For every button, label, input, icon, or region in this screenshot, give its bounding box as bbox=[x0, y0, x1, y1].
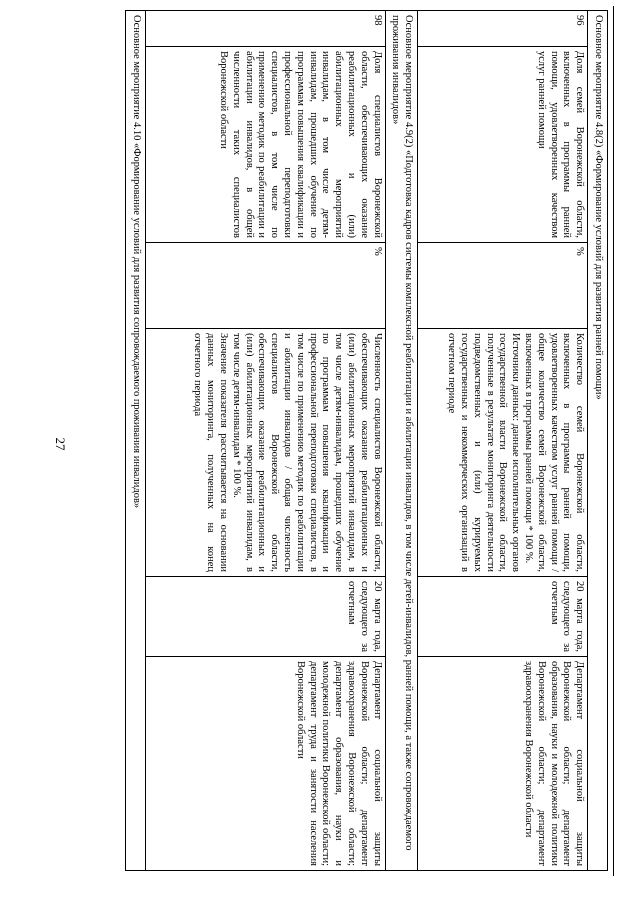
indicator-name: Доля семей Воронежской области, включенных в программы ранней помощи, удовлетворенных качеством услуг ранней помощи bbox=[418, 47, 588, 243]
deadline-cell: 20 марта года, следующего за отчетным bbox=[418, 577, 588, 657]
calculation-method: Количество семей Воронежской области, включенных в программы ранней помощи, удовлетворенных качеством услуг ранней помощи / общее количество семей Воронежской области, включенных в программы ранней помощи * 100 %. Источники данных: данные исполнительных органов государственной власти Воронежской области, полученные в результате мониторинга деятельности подведомственных и (или) курируемых государственных и некоммерческих организаций в отчетном периоде bbox=[418, 329, 588, 577]
deadline-cell: 20 марта года, следующего за отчетным bbox=[145, 577, 385, 657]
table-row bbox=[145, 11, 385, 871]
section-heading: Основное мероприятие 4.8(2) «Формирование условий для развития ранней помощи» bbox=[588, 11, 608, 871]
section-heading: Основное мероприятие 4.9(2) «Подготовка кадров системы комплексной реабилитации и абилитации инвалидов, в том числе детей-инвалидов, ранней помощи, а также сопровождаемого проживания инвалидов» bbox=[385, 11, 418, 871]
responsible-cell: Департамент социальной защиты Воронежской области; департамент образования, науки и молодежной политики Воронежской области; департамент здравоохранения Воронежской области bbox=[418, 657, 588, 871]
section-heading: Основное мероприятие 4.10 «Формирование условий для развития сопровождаемого проживания инвалидов» bbox=[125, 11, 145, 871]
table-row bbox=[418, 11, 588, 871]
row-number: 98 bbox=[145, 11, 385, 47]
section-row bbox=[385, 11, 418, 871]
indicators-table bbox=[125, 10, 608, 871]
responsible-cell: Департамент социальной защиты Воронежской области; департамент здравоохранения Воронежской области; департамент образования, науки и молодежной политики Воронежской области; департамент труда и занятости населения Воронежской области bbox=[145, 657, 385, 871]
calculation-method: Численность специалистов Воронежской области, обеспечивающих оказание реабилитационных и (или) абилитационных мероприятий инвалидам, в том числе детям-инвалидам, прошедших обучение по программам повышения квалификации и профессиональной переподготовки специалистов, в том числе по применению методик по реабилитации и абилитации инвалидов / общая численность специалистов Воронежской области, обеспечивающих оказание реабилитационных и (или) абилитационных мероприятий инвалидам, в том числе детям-инвалидам * 100 %. Значение показателя рассчитывается на основании данных мониторинга, полученных на конец отчетного периода bbox=[145, 329, 385, 577]
row-number: 96 bbox=[418, 11, 588, 47]
rotated-page-content bbox=[88, 10, 608, 870]
section-row bbox=[125, 11, 145, 871]
unit-cell: % bbox=[145, 243, 385, 329]
section-row bbox=[588, 11, 608, 871]
page-number: 27 bbox=[53, 437, 68, 451]
top-rule bbox=[613, 6, 614, 876]
unit-cell: % bbox=[418, 243, 588, 329]
indicator-name: Доля специалистов Воронежской области, обеспечивающих оказание реабилитационных и (или) абилитационных мероприятий инвалидам, в том числе детям-инвалидам, прошедших обучение по программам повышения квалификации и профессиональной переподготовки специалистов, в том числе по применению методик по реабилитации и абилитации инвалидов, в общей численности таких специалистов Воронежской области bbox=[145, 47, 385, 243]
